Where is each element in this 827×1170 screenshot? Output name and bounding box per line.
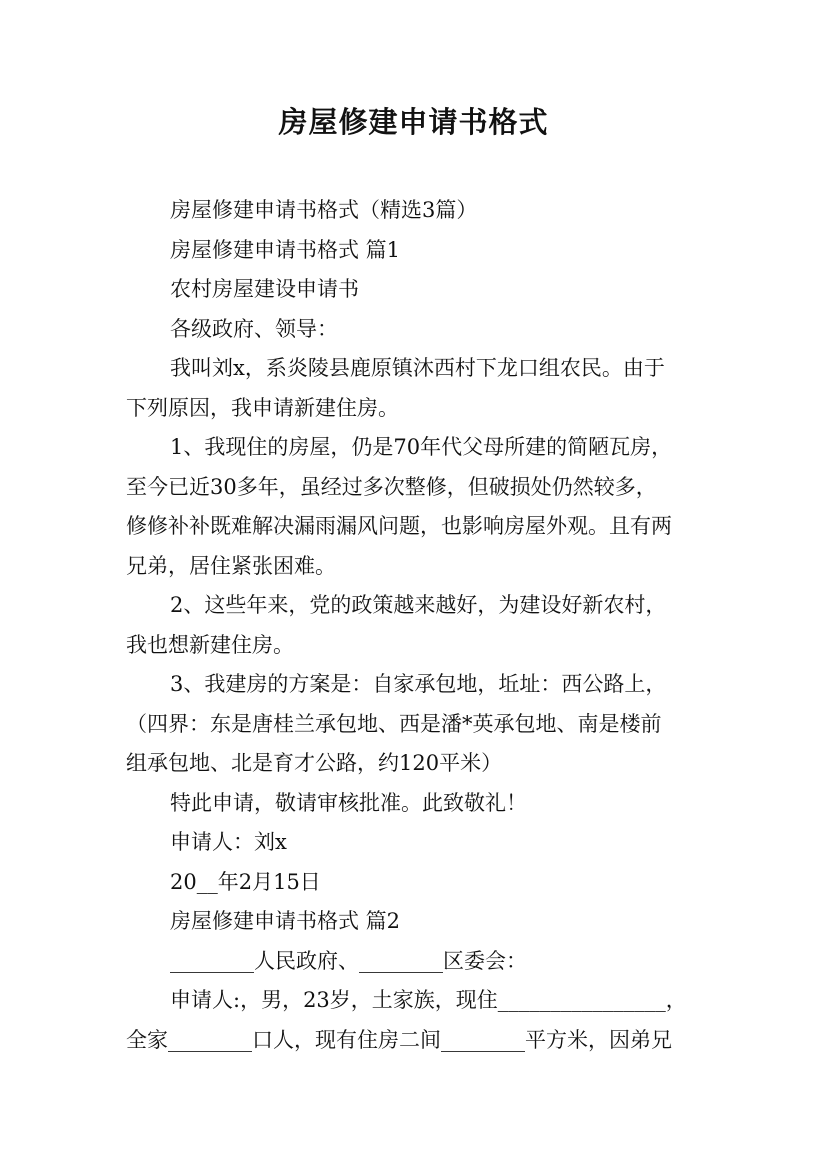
paragraph-line: 申请人：刘x xyxy=(170,830,287,854)
paragraph-line: 至今已近30多年，虽经过多次整修，但破损处仍然较多， xyxy=(126,474,657,499)
paragraph-line: 修修补补既难解决漏雨漏风问题，也影响房屋外观。且有两 xyxy=(126,514,672,538)
paragraph-line: 20__年2月15日 xyxy=(170,869,321,894)
paragraph-line: 3、我建房的方案是：自家承包地，坵址：西公路上， xyxy=(170,672,667,696)
paragraph-line: （四界：东是唐桂兰承包地、西是潘*英承包地、南是楼前 xyxy=(126,711,662,736)
document-title: 房屋修建申请书格式 xyxy=(278,105,549,139)
paragraph-line: 全家________口人，现有住房二间________平方米，因弟兄 xyxy=(126,1027,672,1052)
document-body xyxy=(126,191,718,1060)
paragraph-line: 房屋修建申请书格式 篇1 xyxy=(170,237,401,262)
paragraph-line: 兄弟，居住紧张困难。 xyxy=(126,553,336,578)
paragraph-line: 2、这些年来，党的政策越来越好，为建设好新农村， xyxy=(170,593,667,617)
paragraph-line: ________人民政府、________区委会： xyxy=(170,948,527,973)
paragraph-line: 组承包地、北是育才公路，约120平米） xyxy=(126,751,503,775)
paragraph-line: 我叫刘x，系炎陵县鹿原镇沐西村下龙口组农民。由于 xyxy=(170,356,665,380)
paragraph-line: 申请人:，男，23岁，土家族，现住________________， xyxy=(170,988,687,1012)
paragraph-line: 房屋修建申请书格式 篇2 xyxy=(170,909,401,933)
paragraph-line: 房屋修建申请书格式（精选3篇） xyxy=(170,198,478,222)
paragraph-line: 农村房屋建设申请书 xyxy=(170,277,359,301)
paragraph-line: 1、我现住的房屋，仍是70年代父母所建的简陋瓦房， xyxy=(170,435,673,459)
paragraph-line: 特此申请，敬请审核批准。此致敬礼！ xyxy=(170,790,527,815)
paragraph-line: 我也想新建住房。 xyxy=(126,632,294,657)
paragraph-line: 下列原因，我申请新建住房。 xyxy=(126,395,399,420)
paragraph-line: 各级政府、领导： xyxy=(170,316,338,341)
